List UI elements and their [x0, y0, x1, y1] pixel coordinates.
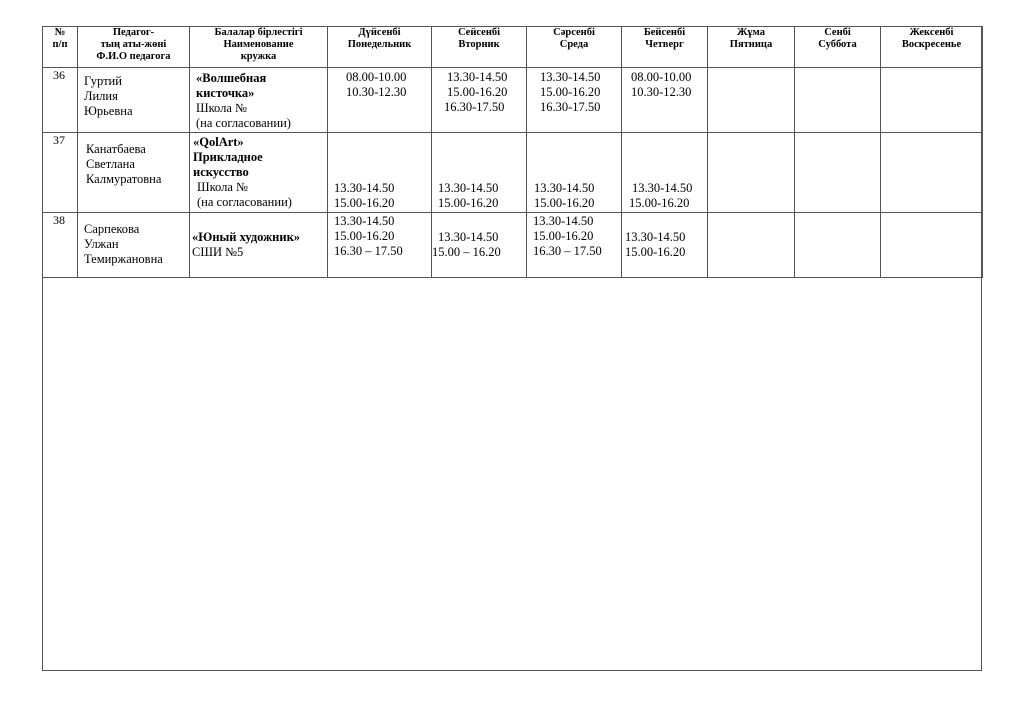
teacher-name: Сарпекова Улжан Темиржановна — [78, 213, 190, 278]
header-club: Балалар бірлестігі Наименование кружка — [190, 27, 328, 68]
row-number: 36 — [43, 68, 78, 133]
header-monday: Дүйсенбі Понедельник — [328, 27, 432, 68]
monday-times: 13.30-14.50 15.00-16.20 16.30 – 17.50 — [328, 213, 432, 278]
row-number: 37 — [43, 133, 78, 213]
saturday-times — [795, 213, 881, 278]
wednesday-times: 13.30-14.50 15.00-16.20 16.30-17.50 — [527, 68, 622, 133]
tuesday-times: 13.30-14.50 15.00 – 16.20 — [432, 213, 527, 278]
table-row — [43, 213, 983, 278]
friday-times — [708, 213, 795, 278]
header-thursday: Бейсенбі Четверг — [622, 27, 708, 68]
thursday-times: 08.00-10.00 10.30-12.30 — [622, 68, 708, 133]
header-wednesday: Сәрсенбі Среда — [527, 27, 622, 68]
header-saturday: Сенбі Суббота — [795, 27, 881, 68]
monday-times: 13.30-14.50 15.00-16.20 — [328, 133, 432, 213]
header-sunday: Жексенбі Воскресенье — [881, 27, 983, 68]
tuesday-times: 13.30-14.50 15.00-16.20 16.30-17.50 — [432, 68, 527, 133]
table-row — [43, 68, 983, 133]
thursday-times: 13.30-14.50 15.00-16.20 — [622, 213, 708, 278]
header-row — [43, 27, 983, 68]
table-row — [43, 133, 983, 213]
sunday-times — [881, 133, 983, 213]
sunday-times — [881, 213, 983, 278]
club-name: «Юный художник» СШИ №5 — [190, 213, 328, 278]
friday-times — [708, 133, 795, 213]
wednesday-times: 13.30-14.50 15.00-16.20 16.30 – 17.50 — [527, 213, 622, 278]
row-number: 38 — [43, 213, 78, 278]
saturday-times — [795, 133, 881, 213]
saturday-times — [795, 68, 881, 133]
teacher-name: Гуртий Лилия Юрьевна — [78, 68, 190, 133]
sunday-times — [881, 68, 983, 133]
teacher-name: Канатбаева Светлана Калмуратовна — [78, 133, 190, 213]
friday-times — [708, 68, 795, 133]
thursday-times: 13.30-14.50 15.00-16.20 — [622, 133, 708, 213]
schedule-table — [42, 26, 983, 278]
club-name: «QolArt» Прикладное искусство Школа № (на согласовании) — [190, 133, 328, 213]
header-tuesday: Сейсенбі Вторник — [432, 27, 527, 68]
tuesday-times: 13.30-14.50 15.00-16.20 — [432, 133, 527, 213]
club-name: «Волшебная кисточка» Школа № (на согласовании) — [190, 68, 328, 133]
wednesday-times: 13.30-14.50 15.00-16.20 — [527, 133, 622, 213]
header-friday: Жұма Пятница — [708, 27, 795, 68]
header-teacher: Педагог- тың аты-жөні Ф.И.О педагога — [78, 27, 190, 68]
monday-times: 08.00-10.00 10.30-12.30 — [328, 68, 432, 133]
header-num: № п/п — [43, 27, 78, 68]
